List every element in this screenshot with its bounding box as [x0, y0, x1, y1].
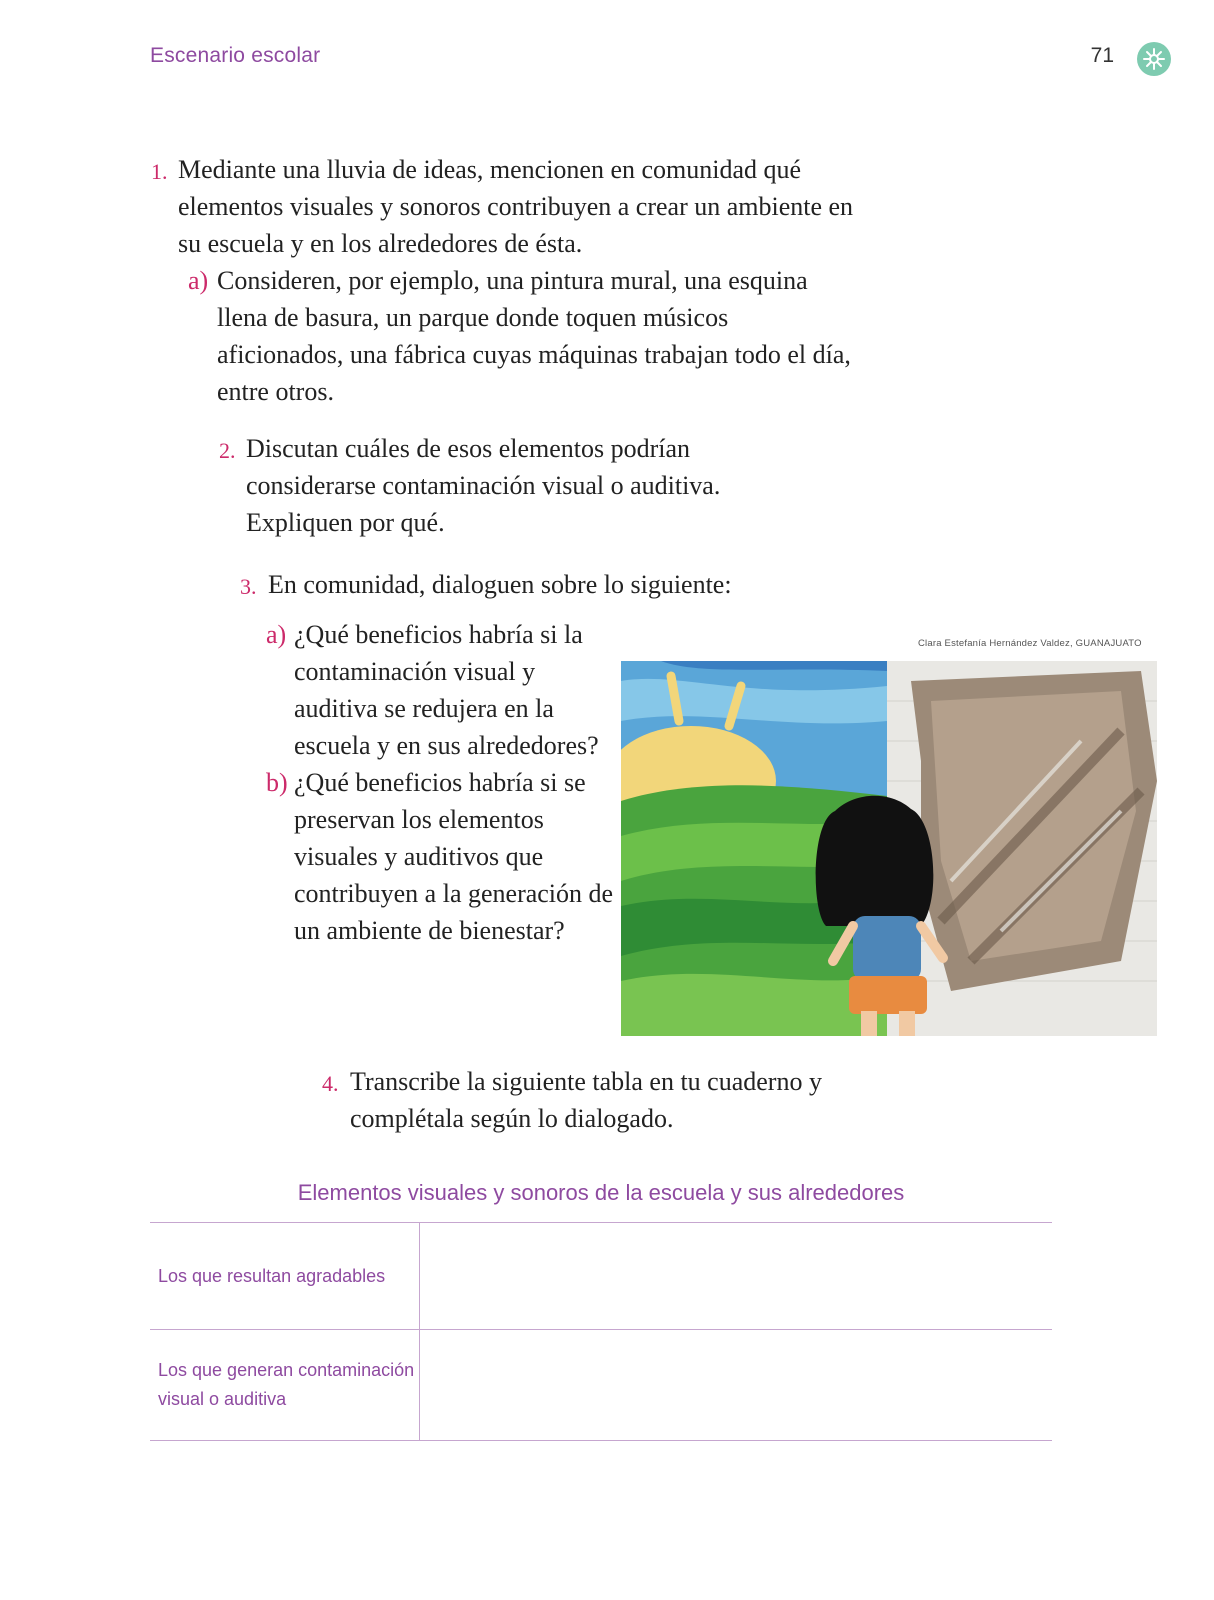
item-2-number: 2. — [219, 438, 236, 463]
row-answer-cell[interactable] — [420, 1223, 1053, 1330]
item-1-text: Mediante una lluvia de ideas, mencionen en comunidad qué elementos visuales y sonoros contribuyen a crear un ambiente en su escuela y en los alrededores de ésta. — [178, 155, 854, 258]
item-4-text: Transcribe la siguiente tabla en tu cuaderno y complétala según lo dialogado. — [350, 1067, 822, 1133]
illustration-mural-girl — [621, 661, 1157, 1036]
illustration-credit: Clara Estefanía Hernández Valdez, GUANAJUATO — [918, 638, 1142, 649]
item-3a-text: ¿Qué beneficios habría si la contaminación visual y auditiva se redujera en la escuela y en sus alrededores? — [294, 620, 599, 760]
item-3b-text: ¿Qué beneficios habría si se preservan los elementos visuales y auditivos que contribuyen a la generación de un ambiente de bienestar? — [294, 768, 614, 945]
item-3-number: 3. — [240, 574, 257, 599]
item-2-text: Discutan cuáles de esos elementos podrían considerarse contaminación visual o auditiva. Expliquen por qué. — [246, 434, 721, 537]
item-4-number: 4. — [322, 1071, 339, 1096]
completion-table — [150, 1222, 1052, 1441]
item-1a-letter: a) — [188, 266, 209, 295]
row-label: Los que resultan agradables — [150, 1223, 420, 1330]
table-title: Elementos visuales y sonoros de la escuela y sus alrededores — [297, 1180, 905, 1205]
row-label: Los que generan contaminación visual o auditiva — [150, 1330, 420, 1441]
flower-icon — [1137, 42, 1171, 76]
table-row — [150, 1330, 1052, 1441]
row-answer-cell[interactable] — [420, 1330, 1053, 1441]
item-1a-text: Consideren, por ejemplo, una pintura mural, una esquina llena de basura, un parque donde toquen músicos aficionados, una fábrica cuyas máquinas trabajan todo el día, entre otros. — [217, 266, 851, 406]
item-1-number: 1. — [151, 159, 168, 184]
page-number: 71 — [1090, 44, 1114, 67]
table-row — [150, 1223, 1052, 1330]
item-3a-letter: a) — [266, 620, 287, 649]
item-3-text: En comunidad, dialoguen sobre lo siguiente: — [268, 570, 732, 599]
item-3b-letter: b) — [266, 768, 288, 797]
section-title: Escenario escolar — [150, 44, 321, 67]
